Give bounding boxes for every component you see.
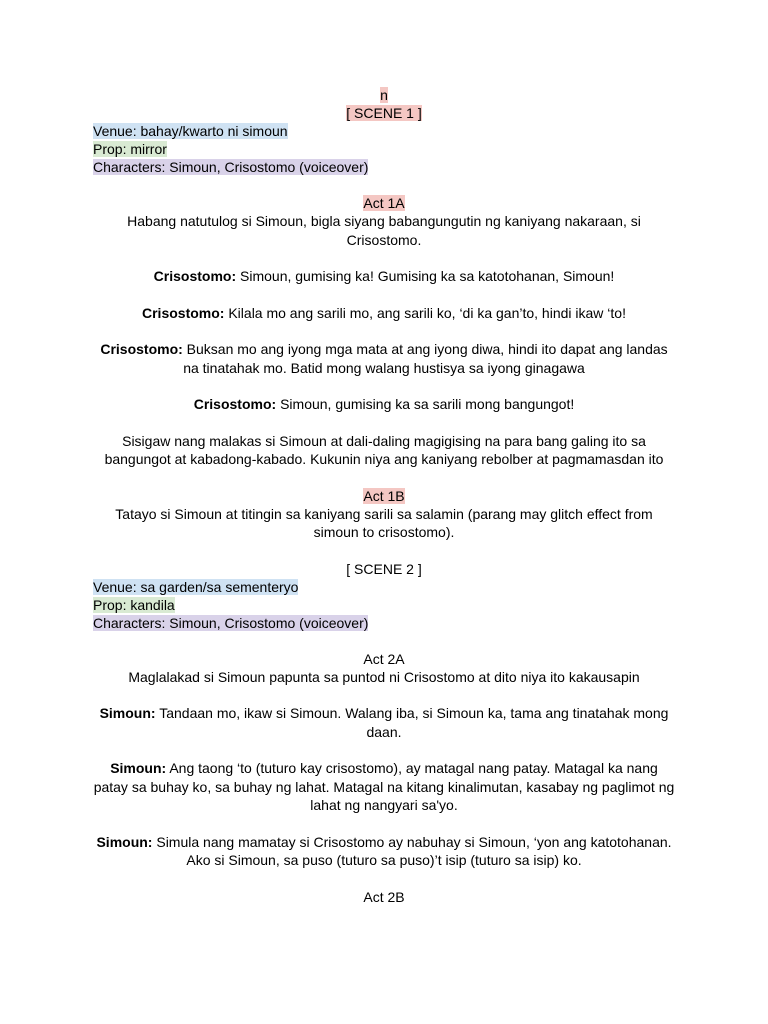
spacer xyxy=(93,249,675,267)
scene2-characters: Characters: Simoun, Crisostomo (voiceover) xyxy=(93,614,369,631)
scene2-heading: [ SCENE 2 ] xyxy=(346,560,422,577)
spacer xyxy=(93,286,675,304)
act2a-dialogue-1 xyxy=(93,704,675,741)
dialogue-text: Tandaan mo, ikaw si Simoun. Walang iba, si Simoun ka, tama ang tinatahak mong daan. xyxy=(155,705,669,740)
speaker-name: Simoun: xyxy=(110,760,167,776)
top-marker-line xyxy=(93,86,675,104)
scene1-prop: Prop: mirror xyxy=(93,141,167,157)
spacer xyxy=(93,815,675,833)
act1a-dialogue-3 xyxy=(93,340,675,377)
scene2-venue-line xyxy=(93,578,675,596)
speaker-name: Simoun: xyxy=(99,705,156,721)
scene1-heading: [ SCENE 1 ] xyxy=(346,105,422,121)
scene1-heading-line xyxy=(93,104,675,122)
spacer xyxy=(93,377,675,395)
act1a-dialogue-1 xyxy=(93,267,675,286)
speaker-name: Simoun: xyxy=(96,833,153,850)
scene1-characters-line xyxy=(93,158,675,176)
speaker-name: Crisostomo: xyxy=(100,341,183,357)
spacer xyxy=(93,686,675,704)
dialogue-text: Simoun, gumising ka sa sarili mong bangungot! xyxy=(276,396,575,412)
spacer xyxy=(93,176,675,194)
act1b-heading-line xyxy=(93,487,675,505)
scene2-venue: Venue: sa garden/sa sementeryo xyxy=(93,578,299,595)
act2a-dialogue-2 xyxy=(93,759,675,815)
scene1-venue: Venue: bahay/kwarto ni simoun xyxy=(93,123,288,139)
act1a-heading: Act 1A xyxy=(363,195,405,211)
act1a-narration: Habang natutulog si Simoun, bigla siyang babangungutin ng kaniyang nakaraan, si Crisostomo. xyxy=(127,213,641,248)
dialogue-text: Kilala mo ang sarili mo, ang sarili ko, ‘di ka gan’to, hindi ikaw ‘to! xyxy=(224,304,626,321)
spacer xyxy=(93,469,675,487)
dialogue-text: Simoun, gumising ka! Gumising ka sa katotohanan, Simoun! xyxy=(236,268,615,284)
spacer xyxy=(93,741,675,759)
spacer xyxy=(93,542,675,560)
act1b-heading: Act 1B xyxy=(363,487,405,504)
speaker-name: Crisostomo: xyxy=(153,268,237,284)
act1a-heading-line xyxy=(93,194,675,212)
spacer xyxy=(93,870,675,888)
dialogue-text: Ang taong ‘to (tuturo kay crisostomo), ay matagal nang patay. Matagal ka nang patay sa buhay ko, sa buhay ng lahat. Matagal na kitang kinalimutan, kasabay ng paglimot ng lahat ng nangyari sa'yo. xyxy=(93,760,675,813)
act1a-dialogue-2 xyxy=(93,304,675,323)
act1a-closing: Sisigaw nang malakas si Simoun at dali-daling magigising na para bang galing ito sa bangungot at kabadong-kabado. Kukunin niya ang kaniyang rebolber at pagmamasdan ito xyxy=(104,432,664,467)
speaker-name: Crisostomo: xyxy=(142,304,225,321)
script-body xyxy=(93,86,675,906)
speaker-name: Crisostomo: xyxy=(193,396,277,412)
spacer xyxy=(93,322,675,340)
spacer xyxy=(93,414,675,432)
act2a-dialogue-3 xyxy=(93,833,675,870)
act2a-narration: Maglalakad si Simoun papunta sa puntod ni Crisostomo at dito niya ito kakausapin xyxy=(128,668,640,685)
act1b-narration: Tatayo si Simoun at titingin sa kaniyang sarili sa salamin (parang may glitch effect from simoun to crisostomo). xyxy=(115,505,653,540)
act2b-heading: Act 2B xyxy=(363,888,405,905)
scene2-characters-line xyxy=(93,614,675,632)
scene2-prop-line xyxy=(93,596,675,614)
scene2-prop: Prop: kandila xyxy=(93,596,175,613)
dialogue-text: Simula nang mamatay si Crisostomo ay nabuhay si Simoun, ‘yon ang katotohanan. Ako si Simoun, sa puso (tuturo sa puso)’t isip (tuturo sa isip) ko. xyxy=(152,833,672,868)
scene1-prop-line xyxy=(93,140,675,158)
spacer xyxy=(93,632,675,650)
top-marker: n xyxy=(380,87,388,103)
act2a-heading: Act 2A xyxy=(363,650,405,667)
scene1-characters: Characters: Simoun, Crisostomo (voiceover) xyxy=(93,159,369,175)
act1a-dialogue-4 xyxy=(93,395,675,414)
dialogue-text: Buksan mo ang iyong mga mata at ang iyong diwa, hindi ito dapat ang landas na tinatahak mo. Batid mong walang hustisya sa iyong ginagawa xyxy=(182,341,668,376)
scene1-venue-line xyxy=(93,122,675,140)
